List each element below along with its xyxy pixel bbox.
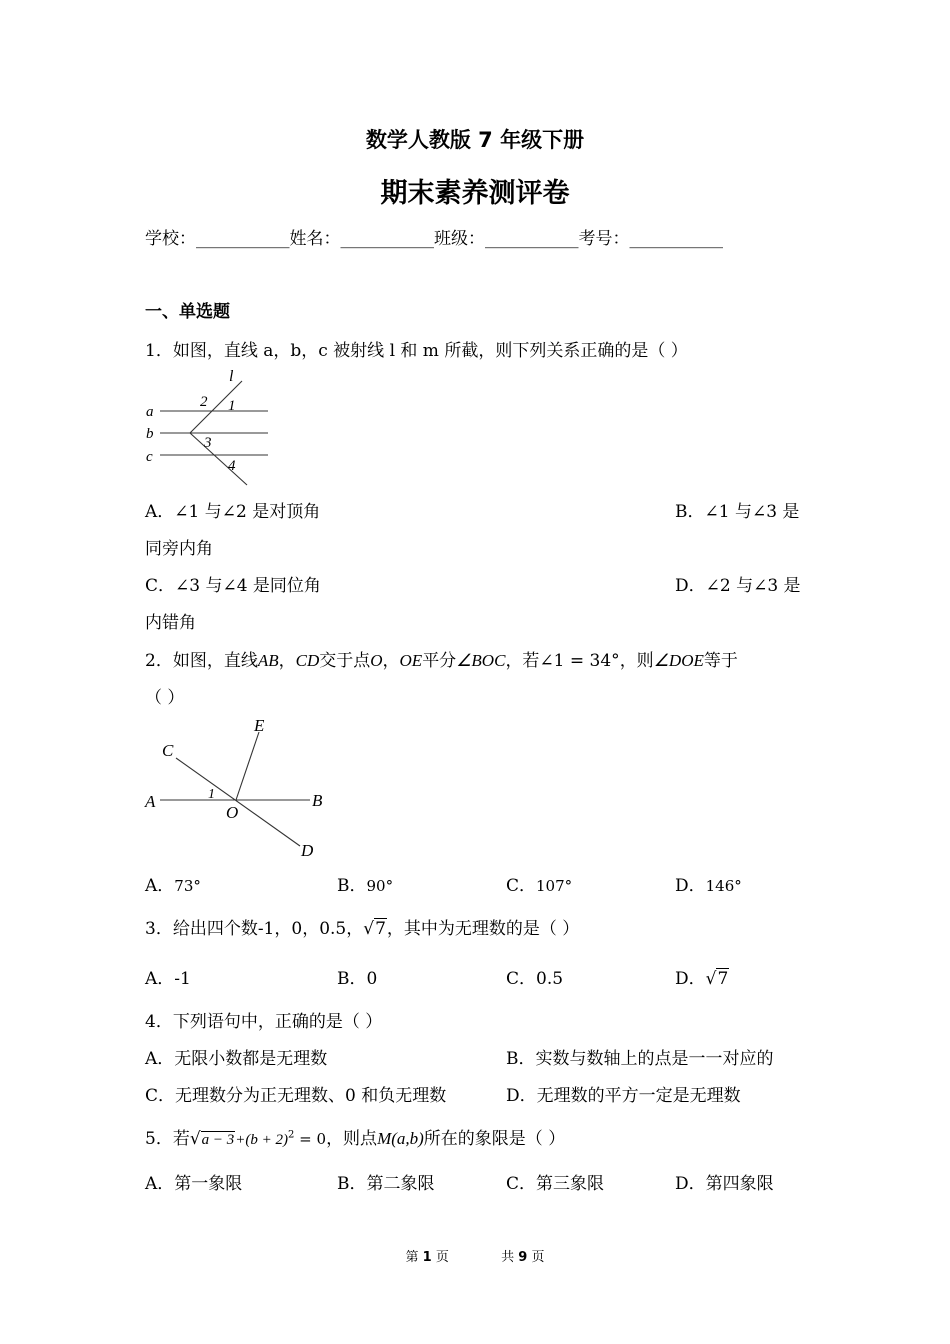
q3-option-d-radicand: 7 [717,969,729,989]
label-c: c [146,449,153,465]
q1-option-b: B．∠1 与∠3 是 [675,502,800,522]
q2-oe: OE [399,651,423,670]
angle-label-3: 3 [204,435,212,451]
q1-figure [140,366,280,491]
q2-option-c [506,871,572,896]
q2-option-d-value: 146° [705,877,742,895]
angle-label-1: 1 [228,398,236,414]
q4-option-a: A．无限小数都是无理数 [145,1049,328,1069]
sqrt-icon: √ [363,919,375,939]
q2-option-c-label: C． [506,876,537,896]
q5-radicand: a − 3 [201,1132,235,1148]
section-heading: 一、单选题 [145,302,230,322]
q2-option-a-label: A． [145,876,175,896]
q3-option-b: B．0 [337,969,378,989]
q2-cd: CD [295,651,320,670]
q2-boc: ∠BOC [456,651,506,670]
q2-end: 等于 [703,651,738,671]
q5-exponent: 2 [288,1129,295,1141]
q2-option-d [675,871,742,896]
label-l: l [229,368,234,385]
page-title: 数学人教版 7 年级下册 [365,128,585,152]
sqrt-icon: √ [189,1129,201,1149]
label-c: C [162,741,174,760]
q3-stem-prefix: 3．给出四个数-1，0，0.5， [145,919,364,939]
q2-option-d-label: D． [675,876,706,896]
q1-option-d: D．∠2 与∠3 是 [675,576,801,596]
q2-option-b-value: 90° [366,877,394,895]
q2-option-a-value: 73° [174,877,201,895]
label-e: E [254,716,265,735]
q3-stem [145,914,579,939]
q2-sep2: ， [382,651,400,671]
q1-option-d-cont: 内错角 [145,613,196,633]
q2-option-c-value: 107° [536,877,573,895]
page-footer [0,1246,950,1265]
q2-stem [145,646,738,671]
ray-m [190,433,247,485]
q2-option-b [337,871,393,896]
q3-option-d [675,964,729,989]
footer-total-number: 9 [518,1250,528,1265]
footer-page-number: 1 [422,1250,432,1265]
q2-mid2: 平分 [422,651,457,671]
label-b: B [312,791,323,810]
ray-oe [236,732,259,800]
q1-stem: 1．如图，直线 a，b，c 被射线 l 和 m 所截，则下列关系正确的是（ ） [145,341,688,361]
q1-option-b-cont: 同旁内角 [145,539,213,559]
footer-page-label: 第 [405,1250,419,1265]
q2-option-a [145,871,201,896]
q5-option-b: B．第二象限 [337,1174,435,1194]
student-info-line: 学校：___________姓名：___________班级：___________考号：___________ [145,229,723,249]
q2-doe: ∠DOE [653,651,704,670]
footer-total-unit: 页 [531,1250,545,1265]
q3-radicand: 7 [375,919,386,939]
q5-expr: +(b + 2) [235,1132,289,1148]
label-o: O [226,803,239,822]
q4-option-d: D．无理数的平方一定是无理数 [506,1086,741,1106]
line-cd [176,758,300,846]
q3-option-a: A．-1 [145,969,191,989]
q2-figure [140,712,340,862]
q4-option-b: B．实数与数轴上的点是一一对应的 [506,1049,774,1069]
label-a: a [146,404,154,420]
label-d: D [301,841,314,860]
q5-option-a: A．第一象限 [145,1174,243,1194]
q2-stem-prefix: 2．如图，直线 [145,651,258,671]
q5-option-d: D．第四象限 [675,1174,774,1194]
q2-angle1: ∠1 = 34° [539,651,620,671]
angle-label-2: 2 [200,394,208,410]
q1-option-c: C．∠3 与∠4 是同位角 [145,576,321,596]
angle-label-1: 1 [208,787,215,802]
q5-stem-prefix: 5．若 [145,1129,190,1149]
q3-stem-suffix: ，其中为无理数的是（ ） [386,919,580,939]
q1-option-a: A．∠1 与∠2 是对顶角 [145,502,321,522]
q5-point-m: M(a,b) [377,1129,424,1148]
footer-total-label: 共 [501,1250,515,1265]
angle-label-4: 4 [228,458,236,474]
q2-o: O [370,651,383,670]
label-a: A [145,792,156,811]
q4-stem: 4．下列语句中，正确的是（ ） [145,1012,383,1032]
q5-eq: = 0 [294,1130,327,1148]
q2-sep1: ， [278,651,296,671]
q5-mid: ，则点 [326,1129,378,1149]
q2-option-b-label: B． [337,876,367,896]
q3-option-d-label: D． [675,969,706,989]
q5-option-c: C．第三象限 [506,1174,605,1194]
q2-mid4: ，则 [619,651,654,671]
label-b: b [146,426,154,442]
q2-mid1: 交于点 [319,651,371,671]
sqrt-icon: √ [705,969,717,989]
q5-stem [145,1124,565,1149]
q2-ab: AB [257,651,279,670]
q2-mid3: ，若 [505,651,540,671]
exam-subtitle: 期末素养测评卷 [380,178,570,209]
q5-stem-suffix: 所在的象限是（ ） [423,1129,566,1149]
q4-option-c: C．无理数分为正无理数、0 和负无理数 [145,1086,447,1106]
q2-paren: （ ） [145,688,185,708]
q3-option-c: C．0.5 [506,969,564,989]
footer-page-unit: 页 [435,1250,449,1265]
